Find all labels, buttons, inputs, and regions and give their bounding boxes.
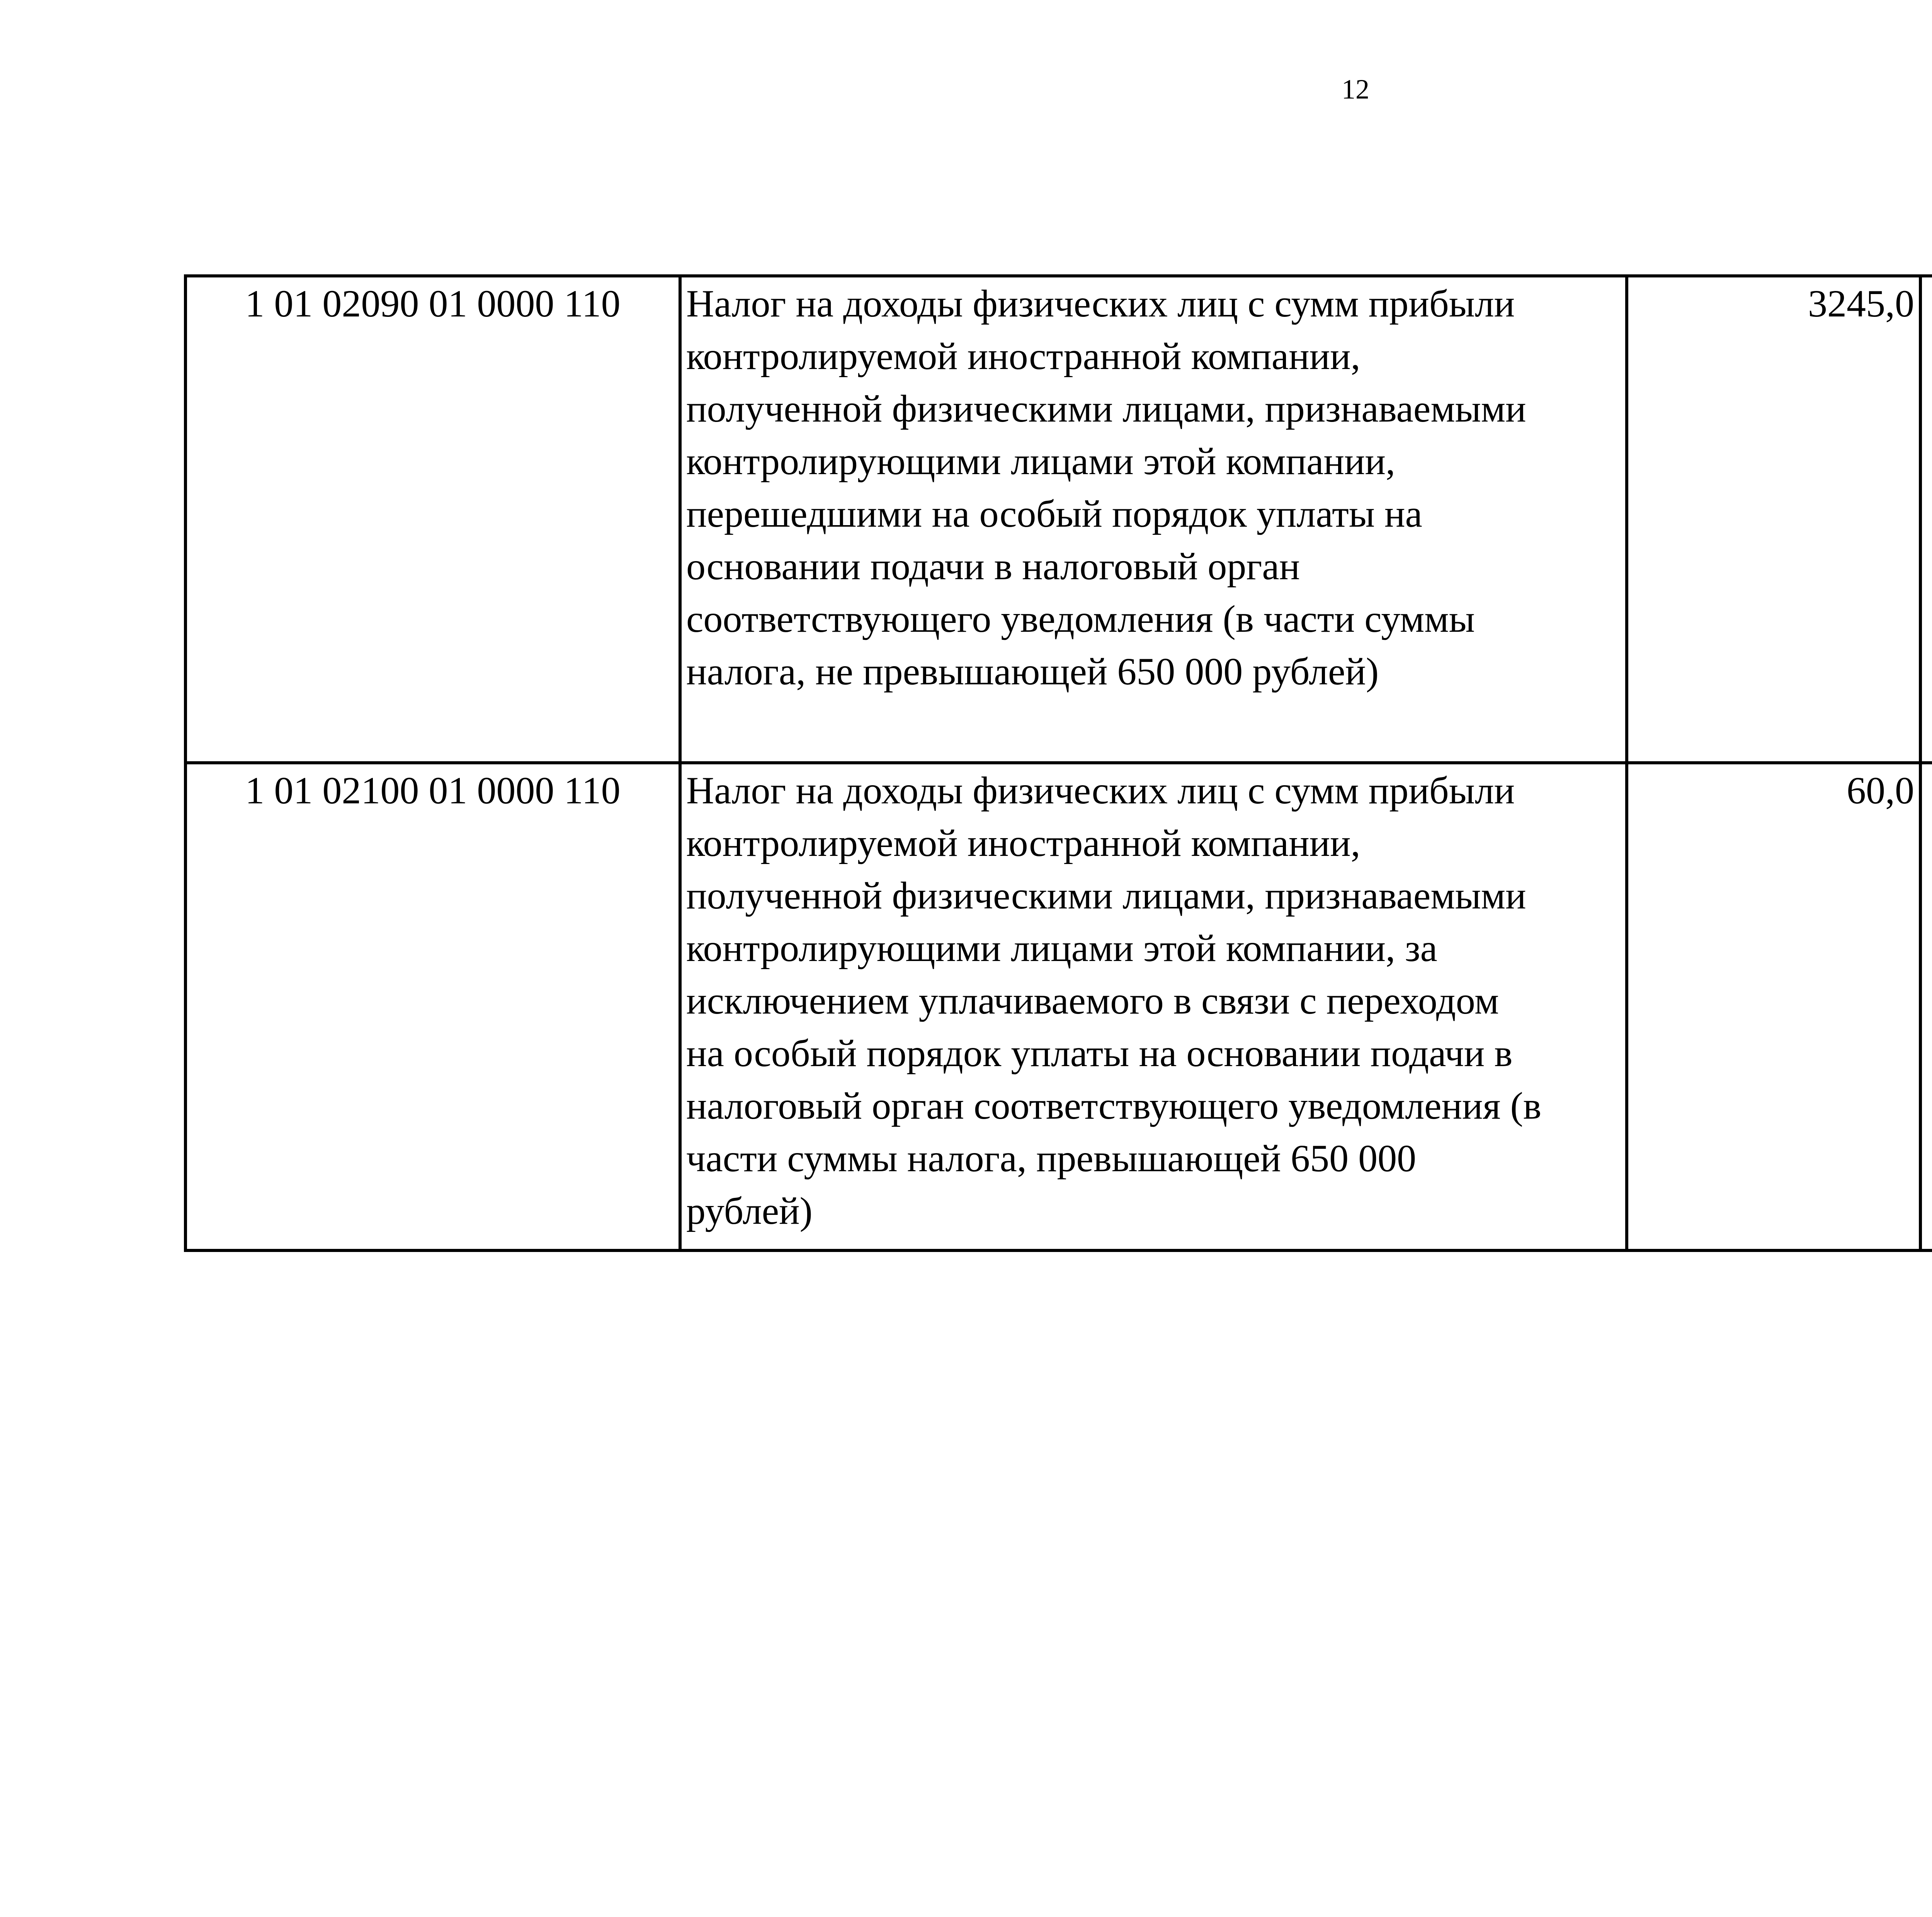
name-line: основании подачи в налоговый орган — [686, 545, 1300, 588]
name-line: полученной физическими лицами, признаваемыми — [686, 387, 1526, 430]
name-line: налоговый орган соответствующего уведомления (в — [686, 1084, 1542, 1127]
name-line: Налог на доходы физических лиц с сумм прибыли — [686, 282, 1515, 325]
name-line: исключением уплачиваемого в связи с переходом — [686, 979, 1499, 1022]
budget-code-cell: 1 01 02100 01 0000 110 — [185, 763, 680, 1250]
name-line: полученной физическими лицами, признаваемыми — [686, 874, 1526, 917]
name-line: контролирующими лицами этой компании, за — [686, 927, 1437, 970]
value-cell-2 — [1920, 763, 1932, 1250]
value-cell-1: 60,0 — [1627, 763, 1920, 1250]
budget-code-cell: 1 01 02090 01 0000 110 — [185, 276, 680, 763]
name-line: Налог на доходы физических лиц с сумм прибыли — [686, 769, 1515, 812]
name-line: соответствующего уведомления (в части суммы — [686, 597, 1475, 640]
name-line: контролируемой иностранной компании, — [686, 822, 1361, 864]
budget-table — [184, 274, 1932, 1252]
value-cell-2 — [1920, 276, 1932, 763]
value-cell-1: 3245,0 — [1627, 276, 1920, 763]
name-line: контролируемой иностранной компании, — [686, 335, 1361, 378]
income-name-cell — [680, 276, 1627, 763]
name-line: налога, не превышающей 650 000 рублей) — [686, 650, 1379, 693]
name-line: контролирующими лицами этой компании, — [686, 440, 1396, 483]
name-line: рублей) — [686, 1189, 813, 1232]
name-line: части суммы налога, превышающей 650 000 — [686, 1137, 1417, 1180]
table-row — [185, 763, 1932, 1250]
name-line: на особый порядок уплаты на основании подачи в — [686, 1032, 1513, 1075]
table-row — [185, 276, 1932, 763]
income-name-cell — [680, 763, 1627, 1250]
page-number: 12 — [1342, 74, 1369, 105]
name-line: перешедшими на особый порядок уплаты на — [686, 492, 1422, 535]
